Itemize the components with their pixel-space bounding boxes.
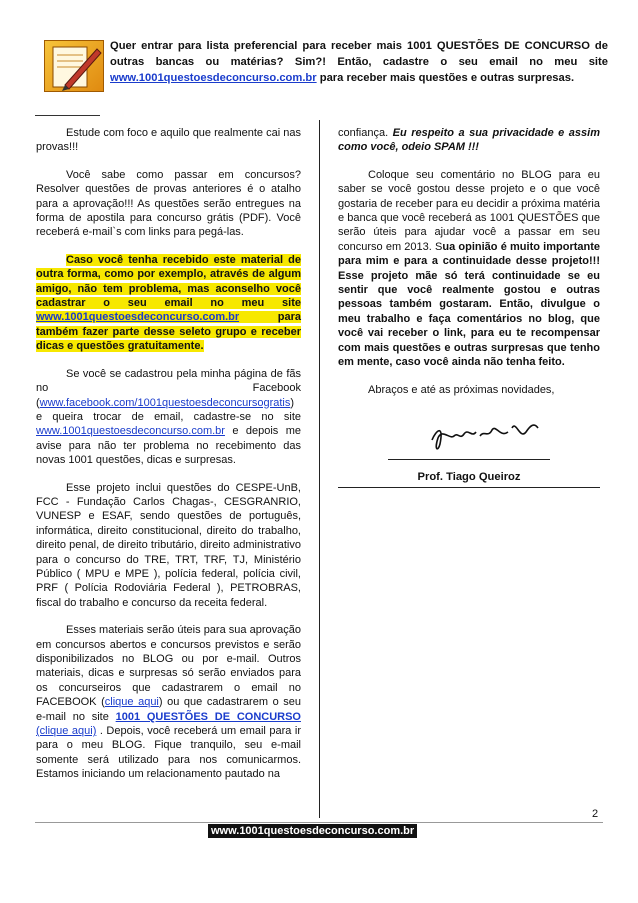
header-site-link[interactable]: www.1001questoesdeconcurso.com.br bbox=[110, 72, 317, 84]
signature-name: Prof. Tiago Queiroz bbox=[417, 471, 521, 483]
signature-image bbox=[426, 410, 558, 458]
paragraph bbox=[338, 168, 600, 370]
paragraph bbox=[36, 367, 301, 468]
paragraph: Esse projeto inclui questões do CESPE-UnB, FCC - Fundação Carlos Chagas-, CESGRANRIO, VUNESP e ESAF, sendo questões de português, informática, direito constitucional, direito do trabalho, direito penal, de direito tributário, direito administrativo para o concurso do TRE, TRT, TRF, TJ, Ministério Público ( MPU e MPE ), polícia federal, polícia civil, PRF ( Polícia Rodoviária Federal ), PETROBRAS, fiscal do trabalho e concurso da receita federal. bbox=[36, 481, 301, 609]
text: Esses materiais serão úteis para sua aprovação em concursos abertos e concursos previstos e serão disponibilizados no BLOG ou por e-mail. Outros materiais, dicas e surpresas só serão enviados para os concurseiros que cadastrarem o email no FACEBOOK ( bbox=[36, 624, 301, 709]
text: . Depois, você receberá um email para ir para o meu BLOG. Fique tranquilo, seu e-mail somente será utilizado para nos comunicarmos. Estamos iniciando um relacionamento pautado na bbox=[36, 725, 301, 781]
column-divider bbox=[319, 120, 320, 818]
header-text-1: Quer entrar para lista preferencial para receber mais 1001 QUESTÕES DE CONCURSO de outras bancas ou matérias? Sim?! Então, cadastre o seu email no meu site bbox=[110, 40, 608, 68]
privacy-text: Eu respeito a sua privacidade e assim como você, odeio SPAM !!! bbox=[338, 127, 600, 154]
header-text-2: para receber mais questões e outras surpresas. bbox=[316, 72, 575, 84]
text: e depois me avise para não ter problema no recebimento das novas 1001 questões, dicas e surpresas. bbox=[36, 425, 301, 467]
highlight-text: para também fazer parte desse seleto grupo e receber dicas e questões gratuitamente. bbox=[36, 311, 301, 353]
header-banner bbox=[110, 38, 608, 86]
closing-line: Abraços e até as próximas novidades, bbox=[368, 383, 555, 396]
facebook-click-here-link[interactable]: clique aqui bbox=[104, 696, 159, 709]
logo-icon bbox=[44, 40, 104, 92]
site-name-link[interactable]: 1001 QUESTÕES DE CONCURSO bbox=[115, 710, 301, 723]
paragraph bbox=[338, 126, 600, 155]
highlighted-paragraph bbox=[36, 253, 301, 354]
site-click-here-link[interactable]: (clique aqui) bbox=[36, 725, 97, 738]
right-column bbox=[338, 126, 600, 410]
bold-text: ua opinião é muito importante para mim e para a continuidade desse projeto!!! Esse projeto mãe só terá continuidade se eu sentir que você realmente gostou e outras pessoas também gostaram. Então, divulgue o meu trabalho e faça comentários no blog, que você vai receber o link, para eu te recompensar com mais questões e outras surpresas que tenho em mente, caso você ainda não tenha feito. bbox=[338, 240, 600, 369]
paragraph bbox=[36, 623, 301, 781]
text: ) e queira trocar de email, cadastre-se no site bbox=[36, 396, 301, 423]
signature-rule bbox=[338, 487, 600, 488]
signature-line bbox=[388, 459, 550, 460]
text: confiança. bbox=[338, 127, 393, 139]
site-link[interactable]: www.1001questoesdeconcurso.com.br bbox=[36, 311, 240, 324]
highlight-text: Caso você tenha recebido este material de outra forma, como por exemplo, através de algum amigo, não tem problema, mas aconselho você cadastrar o seu email no meu site bbox=[36, 253, 301, 310]
footer-site-link[interactable]: www.1001questoesdeconcurso.com.br bbox=[208, 824, 417, 838]
header-divider bbox=[35, 115, 100, 116]
paragraph: Estude com foco e aquilo que realmente cai nas provas!!! bbox=[36, 127, 301, 154]
facebook-link[interactable]: www.facebook.com/1001questoesdeconcursogratis bbox=[39, 396, 291, 409]
footer-divider bbox=[35, 822, 603, 823]
paragraph: Você sabe como passar em concursos? Resolver questões de provas anteriores é o atalho para a aprovação!!! As questões serão entregues na forma de apostila para concurso grátis (PDF). Você receberá e-mail`s com links para pegá-las. bbox=[36, 168, 301, 239]
page-number: 2 bbox=[592, 808, 599, 820]
site-link[interactable]: www.1001questoesdeconcurso.com.br bbox=[36, 425, 225, 438]
text: Se você se cadastrou pela minha página de fãs no Facebook ( bbox=[36, 367, 301, 409]
text: Coloque seu comentário no BLOG para eu saber se você gostou desse projeto e o que você gostaria de receber para eu decidir a próxima matéria e banca que você receberá as 1001 QUESTÕES que serão úteis para ajudar você a passar em seu concurso em 2013. S bbox=[338, 168, 600, 253]
text: ) ou que cadastrarem o seu e-mail no site bbox=[36, 696, 301, 723]
left-column bbox=[36, 126, 301, 782]
